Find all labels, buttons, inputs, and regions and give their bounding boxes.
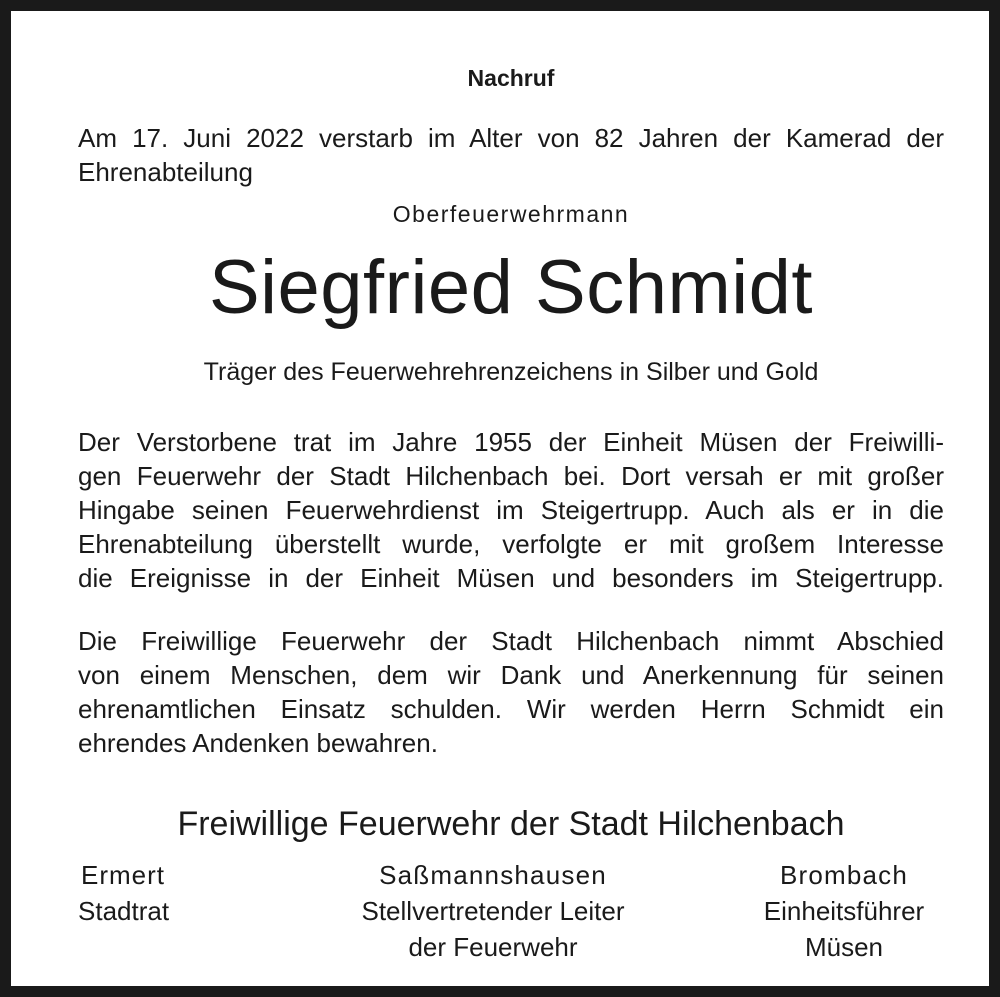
paragraph-farewell (78, 624, 944, 760)
paragraph-career (78, 425, 944, 595)
signatory-title: Müsen (804, 932, 884, 962)
paragraph-line: Der Verstorbene trat im Jahre 1955 der Einheit Müsen der Freiwilli- (78, 427, 944, 457)
signatory-brombach (744, 857, 944, 965)
organization-name: Freiwillige Feuerwehr der Stadt Hilchenbach (177, 805, 845, 843)
signatory-title: Stadtrat (78, 896, 170, 926)
signatory-sassmannshausen (333, 857, 653, 965)
paragraph-line: ehrenamtlichen Einsatz schulden. Wir werden Herrn Schmidt ein (78, 694, 944, 724)
paragraph-line: Ehrenabteilung überstellt wurde, verfolgte er mit großem Interesse (78, 529, 944, 559)
deceased-honor: Träger des Feuerwehrehrenzeichens in Silber und Gold (203, 358, 819, 386)
deceased-name: Siegfried Schmidt (208, 245, 814, 330)
signatory-title: Einheitsführer (763, 896, 925, 926)
paragraph-line: Hingabe seinen Feuerwehrdienst im Steigertrupp. Auch als er in die (78, 495, 944, 525)
signatory-title: Stellvertretender Leiter (361, 896, 625, 926)
signatory-name: Brombach (779, 860, 909, 890)
signatory-ermert (78, 857, 278, 929)
signatory-title: der Feuerwehr (408, 932, 578, 962)
signatory-name: Saßmannshausen (379, 860, 607, 890)
paragraph-line: gen Feuerwehr der Stadt Hilchenbach bei. Dort versah er mit großer (78, 461, 944, 491)
signatory-name: Ermert (81, 860, 165, 890)
intro-text (78, 121, 944, 189)
paragraph-line: ehrendes Andenken bewahren. (78, 728, 438, 758)
deceased-rank: Oberfeuerwehrmann (392, 201, 630, 227)
intro-line: Am 17. Juni 2022 verstarb im Alter von 82 Jahren der Kamerad der (78, 123, 944, 153)
intro-line: Ehrenabteilung (78, 157, 253, 187)
paragraph-line: Die Freiwillige Feuerwehr der Stadt Hilchenbach nimmt Abschied (78, 626, 944, 656)
paragraph-line: die Ereignisse in der Einheit Müsen und besonders im Steigertrupp. (78, 563, 944, 593)
obituary-heading: Nachruf (467, 65, 555, 91)
paragraph-line: von einem Menschen, dem wir Dank und Anerkennung für seinen (78, 660, 944, 690)
